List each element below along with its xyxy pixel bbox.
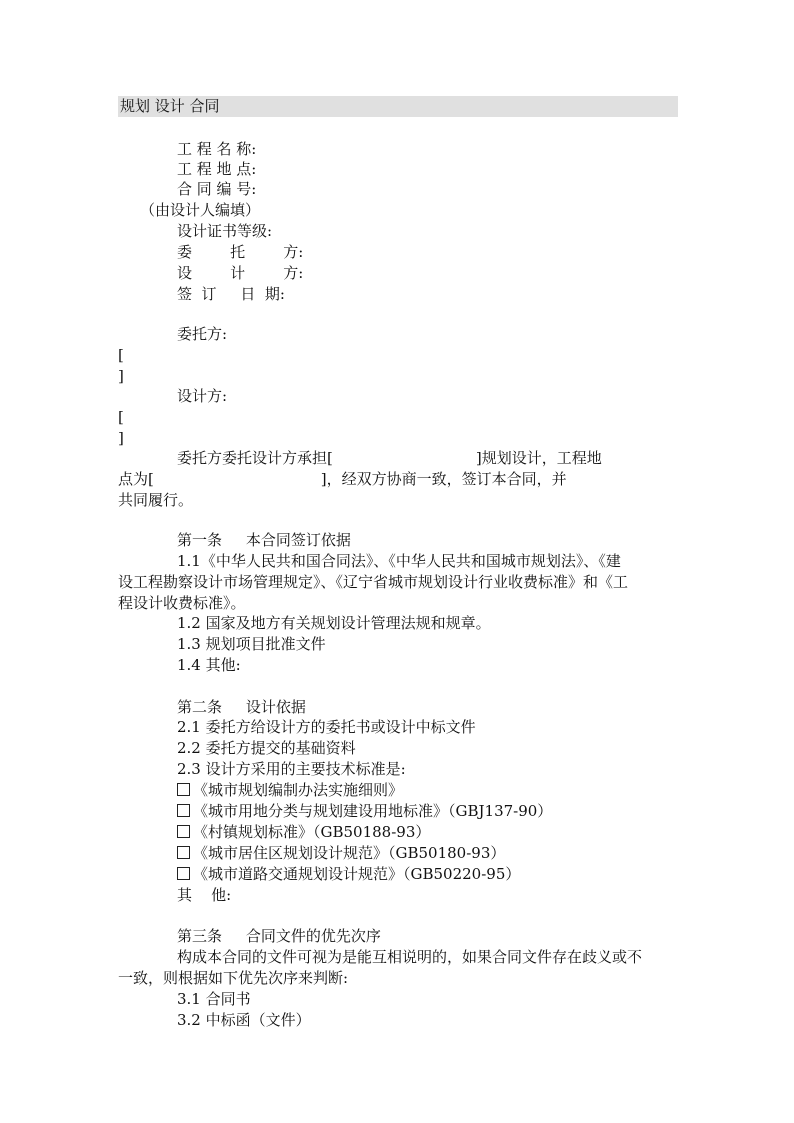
checkbox-icon[interactable] bbox=[177, 804, 190, 817]
standard-option-3[interactable]: 《村镇规划标准》（GB50188-93） bbox=[177, 822, 430, 842]
intro-line-1: 委托方委托设计方承担[ ]规划设计，工程地 bbox=[177, 449, 602, 467]
article-1-item-3: 1.3 规划项目批准文件 bbox=[177, 635, 326, 653]
field-certificate-level: 设计证书等级: bbox=[177, 222, 273, 240]
field-project-location: 工 程 地 点: bbox=[177, 160, 257, 178]
article-3-para-line-1: 构成本合同的文件可视为是能互相说明的，如果合同文件存在歧义或不 bbox=[177, 948, 643, 966]
intro-line-2: 点为[ ]，经双方协商一致，签订本合同，并 bbox=[118, 470, 567, 488]
designer-bracket-open: [ bbox=[118, 408, 124, 426]
field-client: 委 托 方: bbox=[177, 243, 304, 261]
field-contract-number: 合 同 编 号: bbox=[177, 180, 257, 198]
article-2-item-3: 2.3 设计方采用的主要技术标准是: bbox=[177, 760, 406, 778]
checkbox-icon[interactable] bbox=[177, 867, 190, 880]
field-designer: 设 计 方: bbox=[177, 264, 304, 282]
article-3-heading: 第三条 合同文件的优先次序 bbox=[177, 927, 381, 945]
article-1-item-1-line-1: 1.1《中华人民共和国合同法》、《中华人民共和国城市规划法》、《建 bbox=[177, 552, 621, 570]
article-3-item-1: 3.1 合同书 bbox=[177, 990, 251, 1008]
article-3-para-line-2: 一致，则根据如下优先次序来判断: bbox=[118, 969, 349, 987]
checkbox-icon[interactable] bbox=[177, 783, 190, 796]
client-bracket-open: [ bbox=[118, 346, 124, 364]
article-2-item-2: 2.2 委托方提交的基础资料 bbox=[177, 739, 356, 757]
field-contract-number-note: （由设计人编填） bbox=[140, 201, 261, 219]
standard-option-5[interactable]: 《城市道路交通规划设计规范》（GB50220-95） bbox=[177, 864, 520, 884]
standard-option-1[interactable]: 《城市规划编制办法实施细则》 bbox=[177, 780, 403, 800]
intro-line-3: 共同履行。 bbox=[118, 491, 194, 509]
document-title: 规划 设计 合同 bbox=[118, 96, 678, 117]
field-signing-date: 签 订 日 期: bbox=[177, 285, 285, 303]
article-3-item-2: 3.2 中标函（文件） bbox=[177, 1011, 311, 1029]
designer-bracket-close: ] bbox=[118, 429, 124, 447]
article-1-item-4: 1.4 其他: bbox=[177, 656, 241, 674]
article-2-heading: 第二条 设计依据 bbox=[177, 698, 306, 716]
article-1-item-2: 1.2 国家及地方有关规划设计管理法规和规章。 bbox=[177, 614, 491, 632]
checkbox-icon[interactable] bbox=[177, 825, 190, 838]
article-2-item-1: 2.1 委托方给设计方的委托书或设计中标文件 bbox=[177, 718, 476, 736]
designer-label: 设计方: bbox=[177, 387, 228, 405]
article-1-heading: 第一条 本合同签订依据 bbox=[177, 531, 351, 549]
article-1-item-1-line-3: 程设计收费标准》。 bbox=[118, 594, 246, 612]
checkbox-icon[interactable] bbox=[177, 846, 190, 859]
article-1-item-1-line-2: 设工程勘察设计市场管理规定》、《辽宁省城市规划设计行业收费标准》和《工 bbox=[118, 573, 629, 591]
client-label: 委托方: bbox=[177, 325, 228, 343]
standard-option-4[interactable]: 《城市居住区规划设计规范》（GB50180-93） bbox=[177, 843, 505, 863]
article-2-other: 其 他: bbox=[177, 886, 232, 904]
field-project-name: 工 程 名 称: bbox=[177, 140, 257, 158]
standard-option-2[interactable]: 《城市用地分类与规划建设用地标准》（GBJ137-90） bbox=[177, 801, 552, 821]
client-bracket-close: ] bbox=[118, 367, 124, 385]
